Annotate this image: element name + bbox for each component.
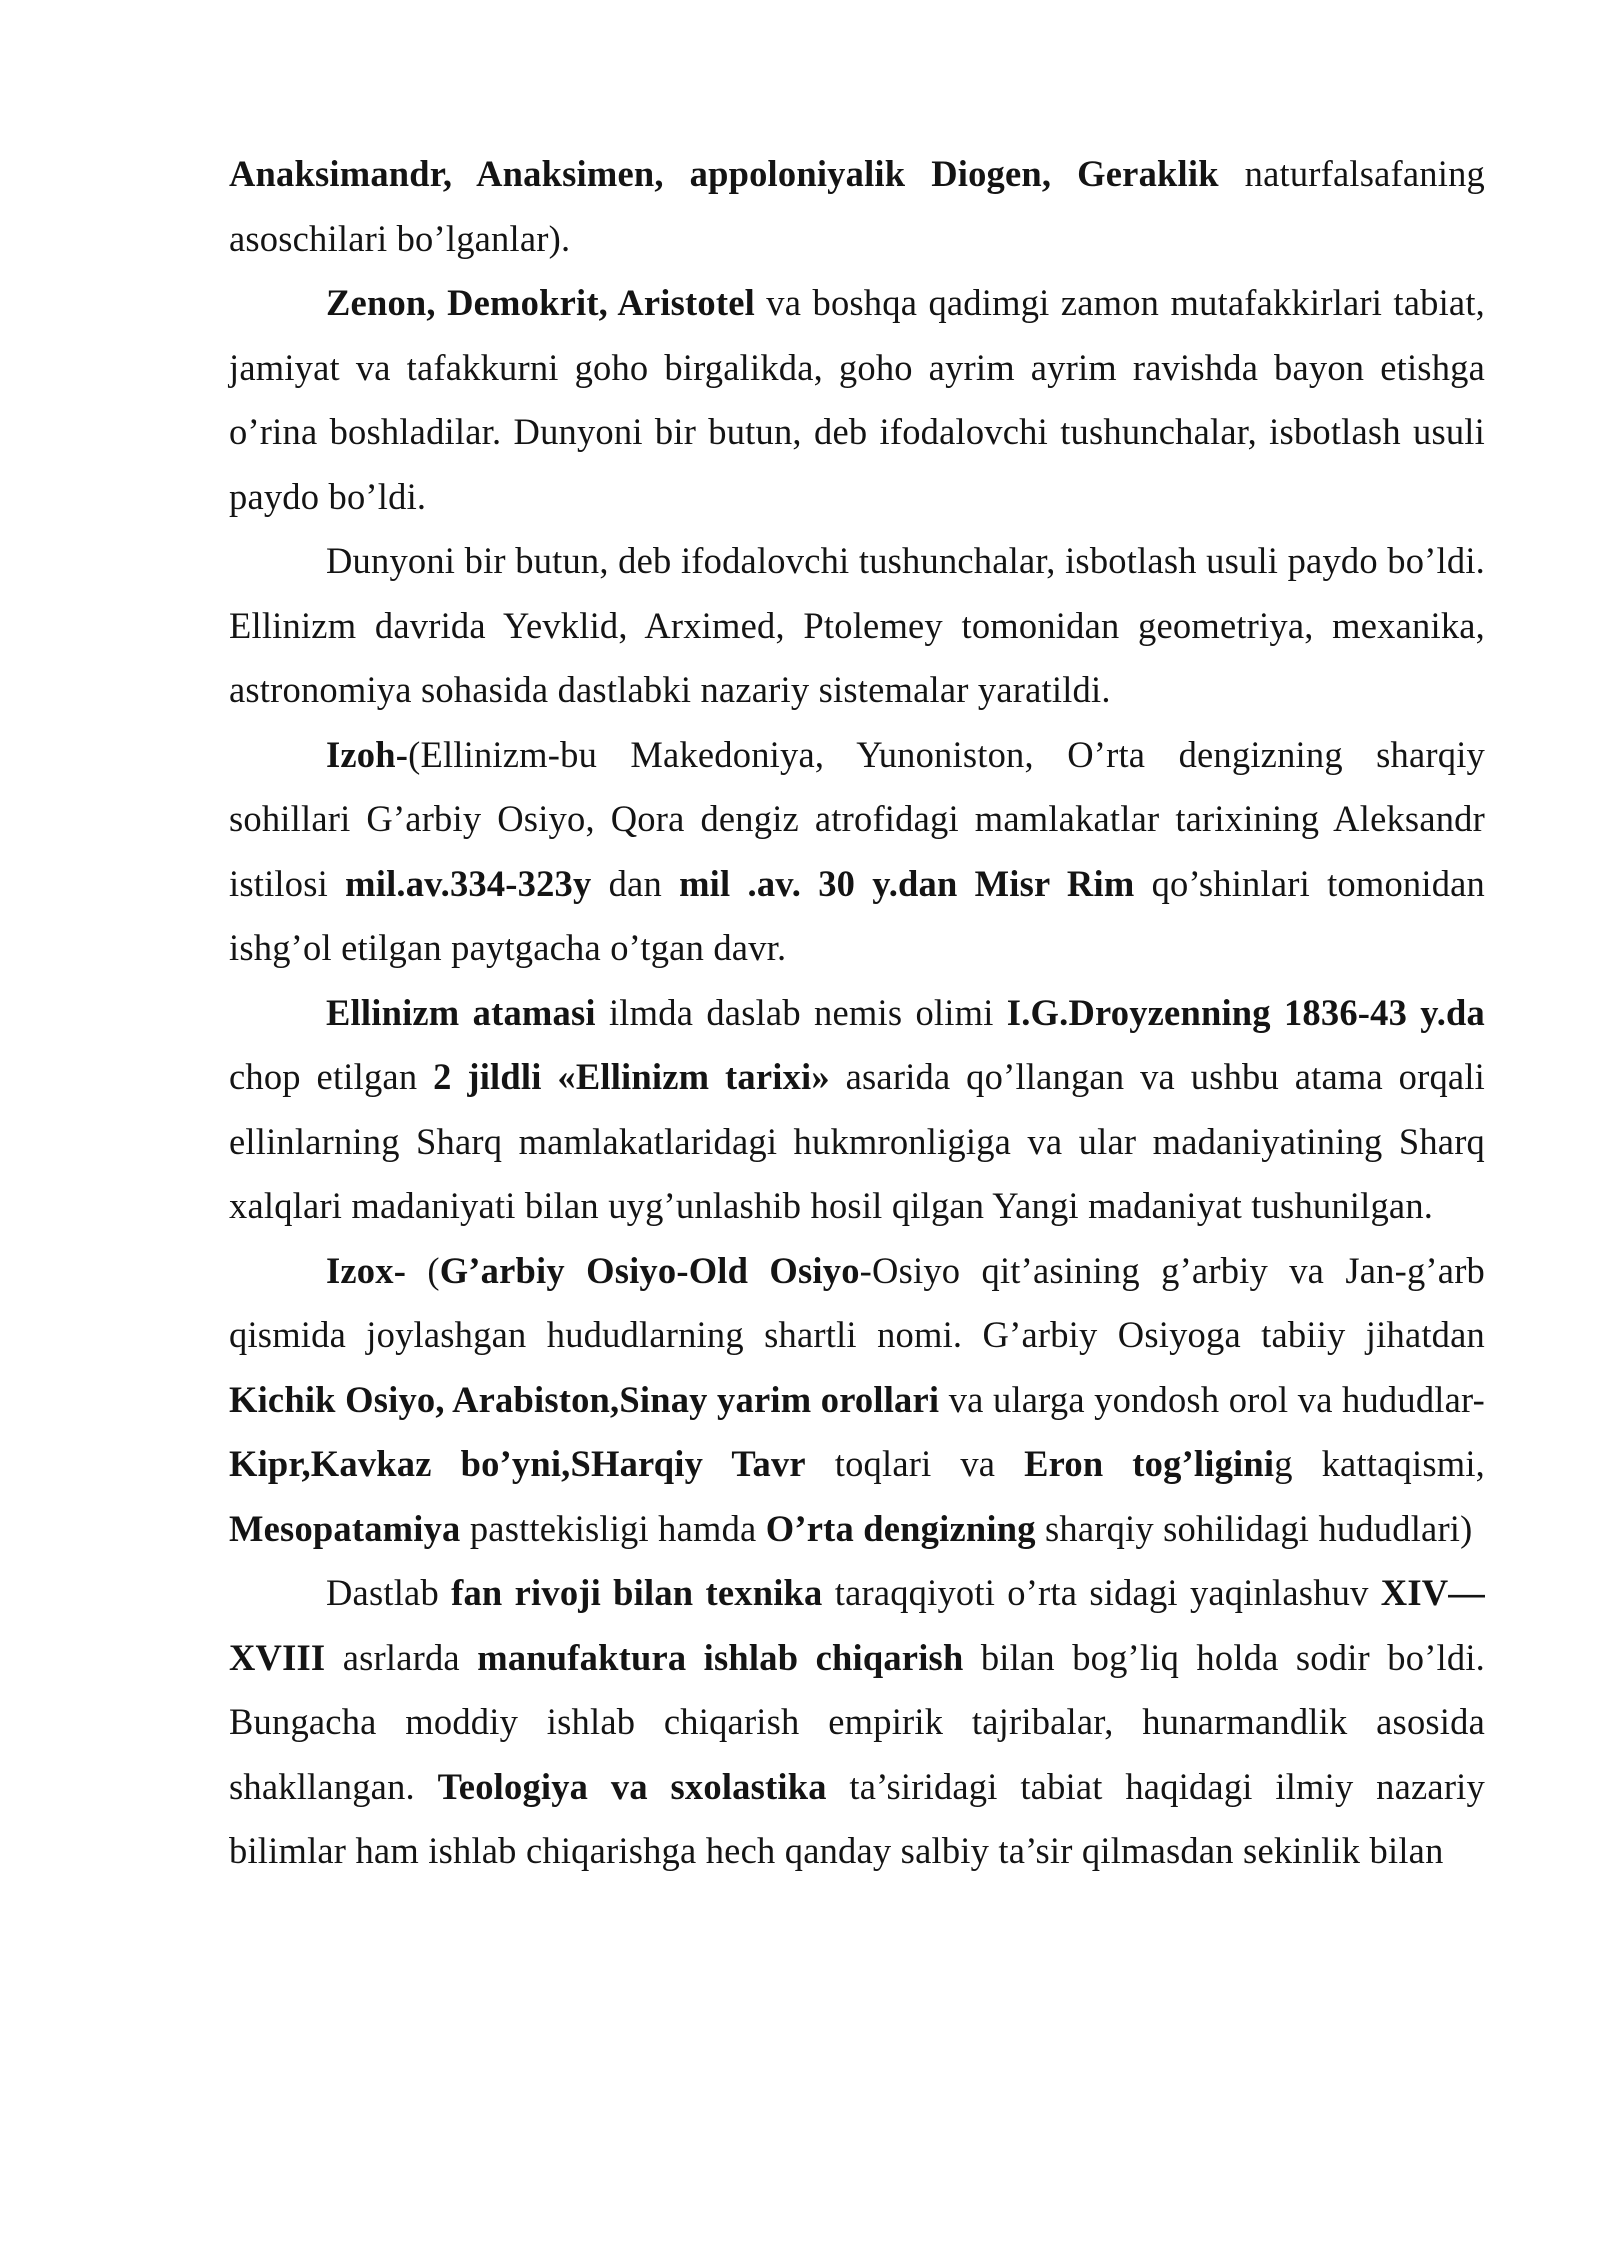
bold-text-run: Izoh-	[326, 733, 409, 775]
text-run: Dunyoni bir butun, deb ifodalovchi tushunchalar, isbotlash usuli paydo bo’ldi. Ellinizm davrida Yevklid, Arximed, Ptolemey tomonidan geometriya, mexanika, astronomiya sohasida dastlabki nazariy sistemalar yaratildi.	[229, 540, 1485, 710]
text-run: ilmda daslab nemis olimi	[595, 991, 1007, 1033]
bold-text-run: G’arbiy Osiyo-Old Osiyo	[439, 1249, 860, 1291]
text-run: bilan bog’liq holda sodir bo’ldi. Bungacha moddiy ishlab chiqarish empirik tajribalar, hunarmandlik asosida shakllangan.	[229, 1636, 1486, 1807]
text-run: naturfalsafaning asoschilari bo’lganlar).	[229, 153, 1485, 259]
bold-text-run: Izox-	[326, 1249, 407, 1291]
text-run: qo’shinlari tomonidan ishg’ol etilgan paytgacha o’tgan davr.	[229, 862, 1485, 968]
text-run: asrlarda	[325, 1636, 478, 1678]
paragraph	[229, 1239, 1485, 1562]
text-run: asarida qo’llangan va ushbu atama orqali ellinlarning Sharq mamlakatlaridagi hukmronligiga va ular madaniyatining Sharq xalqlari madaniyati bilan uyg’unlashib hosil qilgan Yangi madaniyat tushunilgan.	[229, 1056, 1486, 1226]
text-run: Dastlab	[326, 1572, 452, 1613]
text-run: va boshqa qadimgi zamon mutafakkirlari tabiat, jamiyat va tafakkurni goho birgalikda, goho ayrim ayrim ravishda bayon etishga o’rina boshladilar. Dunyoni bir butun, deb ifodalovchi tushunchalar, isbotlash usuli paydo bo’ldi.	[229, 282, 1485, 517]
bold-text-run: O’rta dengizning	[765, 1507, 1036, 1549]
text-run: sharqiy sohilidagi hududlari)	[1035, 1507, 1473, 1549]
paragraph	[229, 723, 1485, 981]
text-run: chop etilgan	[229, 1056, 434, 1097]
paragraph	[229, 1561, 1485, 1884]
bold-text-run: Zenon, Demokrit, Aristotel	[326, 282, 755, 323]
bold-text-run: Kipr,Kavkaz bo’yni,SHarqiy Tavr	[229, 1443, 806, 1484]
text-run: (	[406, 1249, 440, 1291]
text-run: g kattaqismi,	[1274, 1443, 1485, 1484]
paragraph	[229, 271, 1485, 529]
bold-text-run: mil .av. 30 y.dan Misr Rim	[679, 862, 1135, 904]
text-run: dan	[591, 862, 680, 904]
text-run: pasttekisligi hamda	[460, 1507, 766, 1549]
bold-text-run: Ellinizm atamasi	[326, 991, 596, 1033]
bold-text-run: I.G.Droyzenning 1836-43 y.da	[1006, 991, 1485, 1033]
text-run: va ularga yondosh orol va hududlar-	[939, 1378, 1485, 1420]
paragraph	[229, 981, 1485, 1239]
text-run: (Ellinizm-bu Makedoniya, Yunoniston, O’rta dengizning sharqiy sohillari G’arbiy Osiyo, Qora dengiz atrofidagi mamlakatlar tarixining Aleksandr istilosi	[229, 733, 1485, 904]
bold-text-run: mil.av.334-323y	[345, 862, 592, 904]
document-page	[229, 142, 1485, 1884]
text-run: taraqqiyoti o’rta sidagi yaqinlashuv	[822, 1572, 1381, 1613]
bold-text-run: Mesopatamiya	[229, 1507, 461, 1549]
text-run: ta’siridagi tabiat haqidagi ilmiy nazariy bilimlar ham ishlab chiqarishga hech qanday salbiy ta’sir qilmasdan sekinlik bilan	[229, 1765, 1485, 1871]
text-run: -Osiyo qit’asining g’arbiy va Jan-g’arb qismida joylashgan hududlarning shartli nomi. G’arbiy Osiyoga tabiiy jihatdan	[229, 1249, 1485, 1355]
bold-text-run: XIV—XVIII	[229, 1572, 1485, 1678]
bold-text-run: Kichik Osiyo, Arabiston,Sinay yarim orollari	[229, 1378, 940, 1420]
bold-text-run: manufaktura ishlab chiqarish	[477, 1636, 964, 1678]
bold-text-run: Anaksimandr, Anaksimen, appoloniyalik Diogen, Geraklik	[229, 153, 1219, 194]
bold-text-run: 2 jildli «Ellinizm tarixi»	[433, 1056, 830, 1097]
bold-text-run: Eron tog’ligini	[1024, 1443, 1275, 1484]
paragraph	[229, 142, 1485, 271]
bold-text-run: Teologiya va sxolastika	[437, 1765, 827, 1807]
paragraph	[229, 529, 1485, 723]
bold-text-run: fan rivoji bilan texnika	[451, 1572, 823, 1613]
text-run: toqlari va	[805, 1443, 1025, 1484]
